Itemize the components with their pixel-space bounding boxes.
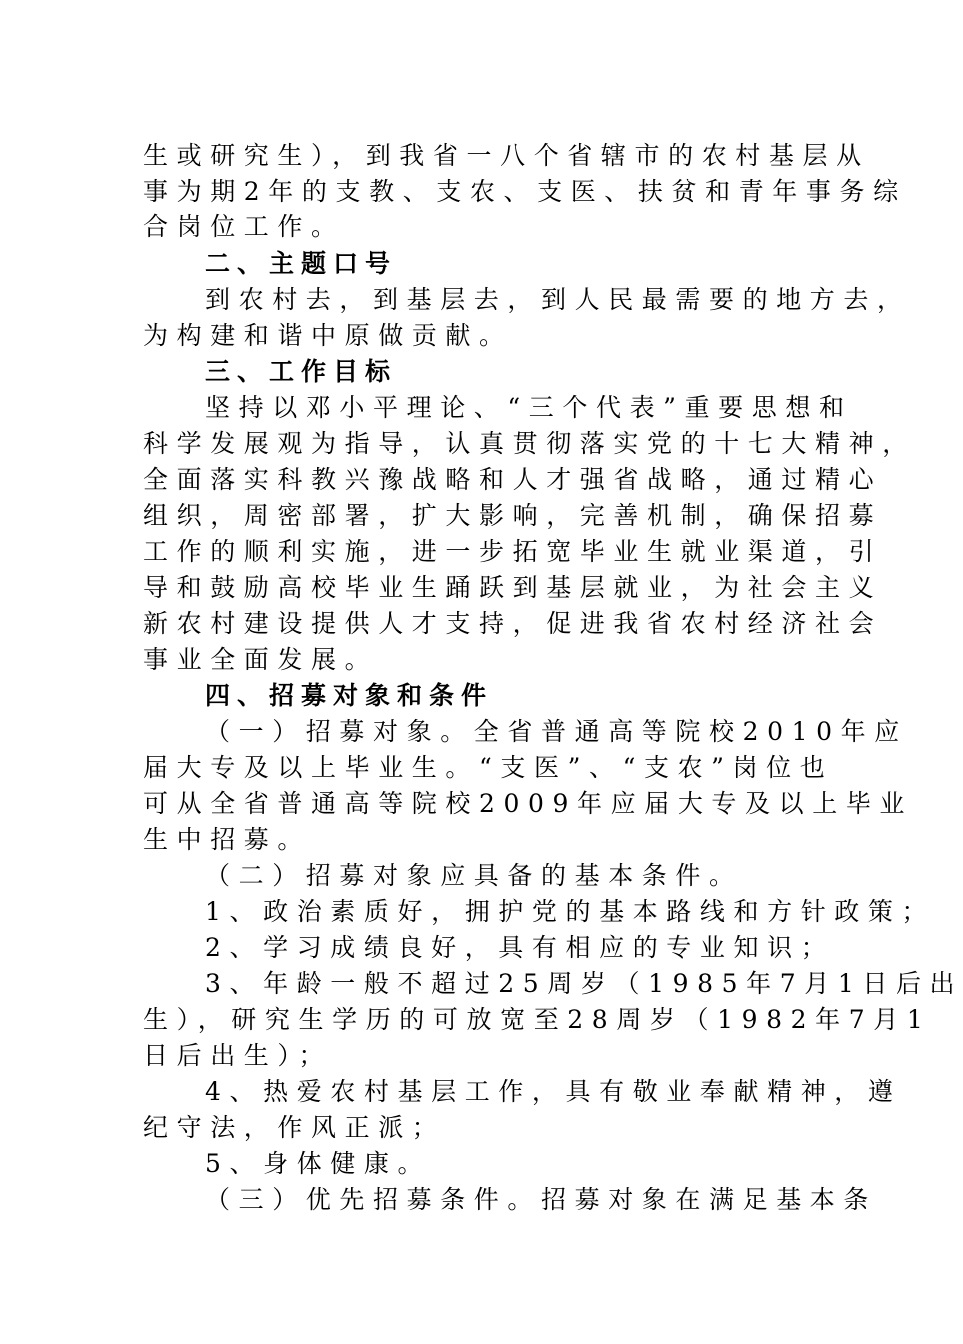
- body-line: 全面落实科教兴豫战略和人才强省战略，通过精心: [143, 465, 883, 494]
- body-line: 事业全面发展。: [143, 645, 379, 674]
- body-line: 生），研究生学历的可放宽至28周岁（1982年7月1: [143, 1005, 932, 1034]
- body-line: 生中招募。: [143, 825, 312, 854]
- body-line: 导和鼓励高校毕业生踊跃到基层就业，为社会主义: [143, 573, 883, 602]
- body-line: 事为期2年的支教、支农、支医、扶贫和青年事务综: [143, 177, 907, 206]
- body-line: 3、年龄一般不超过25周岁（1985年7月1日后出: [205, 969, 963, 998]
- body-line: 1、政治素质好，拥护党的基本路线和方针政策；: [205, 897, 936, 926]
- body-line: 为构建和谐中原做贡献。: [143, 321, 513, 350]
- body-line: 组织，周密部署，扩大影响，完善机制，确保招募: [143, 501, 883, 530]
- section-heading: 三、工作目标: [205, 357, 398, 386]
- section-heading: 四、招募对象和条件: [205, 681, 494, 710]
- body-line: 日后出生）；: [143, 1041, 333, 1070]
- body-line: 届大专及以上毕业生。“支医”、“支农”岗位也: [143, 753, 834, 782]
- body-line: 2、学习成绩良好，具有相应的专业知识；: [205, 933, 835, 962]
- body-line: 工作的顺利实施，进一步拓宽毕业生就业渠道，引: [143, 537, 883, 566]
- section-heading: 二、主题口号: [205, 249, 398, 278]
- body-line: 可从全省普通高等院校2009年应届大专及以上毕业: [143, 789, 914, 818]
- body-line: 5、身体健康。: [205, 1149, 432, 1178]
- body-line: 坚持以邓小平理论、“三个代表”重要思想和: [205, 393, 853, 422]
- body-line: （三）优先招募条件。招募对象在满足基本条: [205, 1185, 878, 1214]
- body-line: （二）招募对象应具备的基本条件。: [205, 861, 743, 890]
- body-line: 纪守法，作风正派；: [143, 1113, 446, 1142]
- body-line: 合岗位工作。: [143, 212, 345, 241]
- body-line: 科学发展观为指导，认真贯彻落实党的十七大精神，: [143, 429, 916, 458]
- body-line: 4、热爱农村基层工作，具有敬业奉献精神，遵: [205, 1077, 902, 1106]
- body-line: （一）招募对象。全省普通高等院校2010年应: [205, 717, 908, 746]
- body-line: 新农村建设提供人才支持，促进我省农村经济社会: [143, 609, 883, 638]
- body-line: 到农村去，到基层去，到人民最需要的地方去，: [205, 285, 911, 314]
- body-line: 生或研究生），到我省一八个省辖市的农村基层从: [143, 141, 870, 170]
